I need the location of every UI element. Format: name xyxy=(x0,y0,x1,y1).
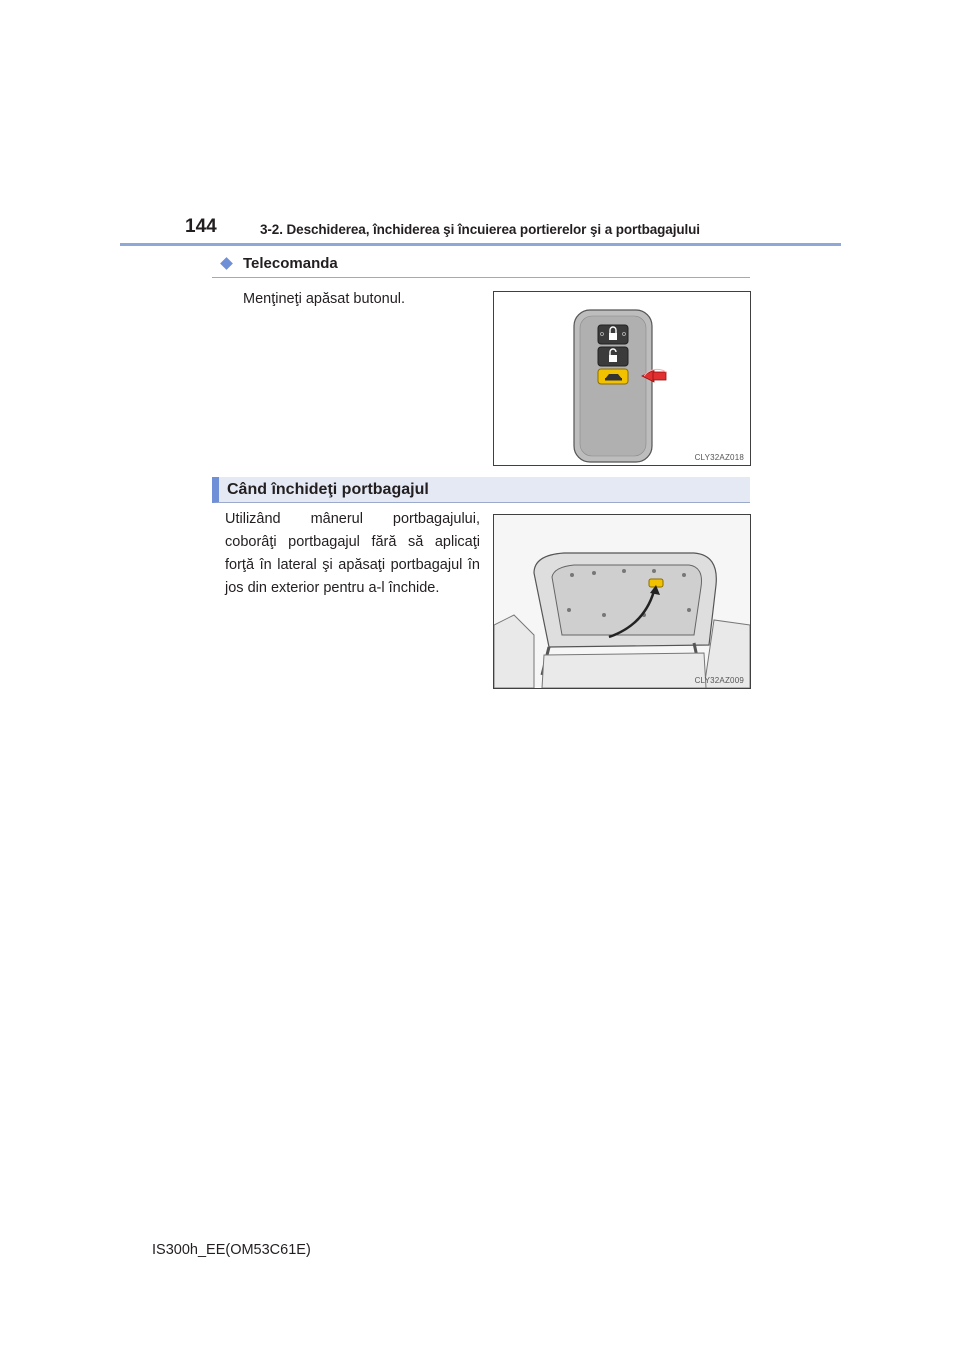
smart-key-illustration xyxy=(494,292,750,465)
trunk-lid-figure xyxy=(493,514,751,689)
remote-instruction: Menţineţi apăsat butonul. xyxy=(243,291,406,307)
unlock-button-icon xyxy=(598,347,628,366)
figure-code: CLY32AZ009 xyxy=(694,676,744,685)
closing-trunk-heading: Când închideţi portbagajul xyxy=(212,477,750,503)
closing-instruction: Utilizând mânerul portbagajului, coborâţi portbagajul fără să aplicaţi forţă în lateral şi apăsaţi portbagajul în jos din exterior pentru a-l închide. xyxy=(225,511,480,596)
trunk-button-icon xyxy=(598,369,628,384)
trunk-lid-illustration xyxy=(494,515,750,688)
figure-code: CLY32AZ018 xyxy=(694,453,744,462)
lock-button-icon xyxy=(598,325,628,344)
header-rule xyxy=(120,243,841,246)
remote-key-figure xyxy=(493,291,751,466)
page-number: 144 xyxy=(185,216,217,237)
subsection-title: Telecomanda xyxy=(243,255,338,272)
diamond-bullet-icon xyxy=(220,257,233,270)
subsection-rule xyxy=(212,277,750,278)
section-title: 3-2. Deschiderea, închiderea şi încuierea portierelor şi a portbagajului xyxy=(260,222,700,237)
subsection-heading xyxy=(220,255,338,272)
footer-model-code: IS300h_EE(OM53C61E) xyxy=(152,1242,311,1258)
